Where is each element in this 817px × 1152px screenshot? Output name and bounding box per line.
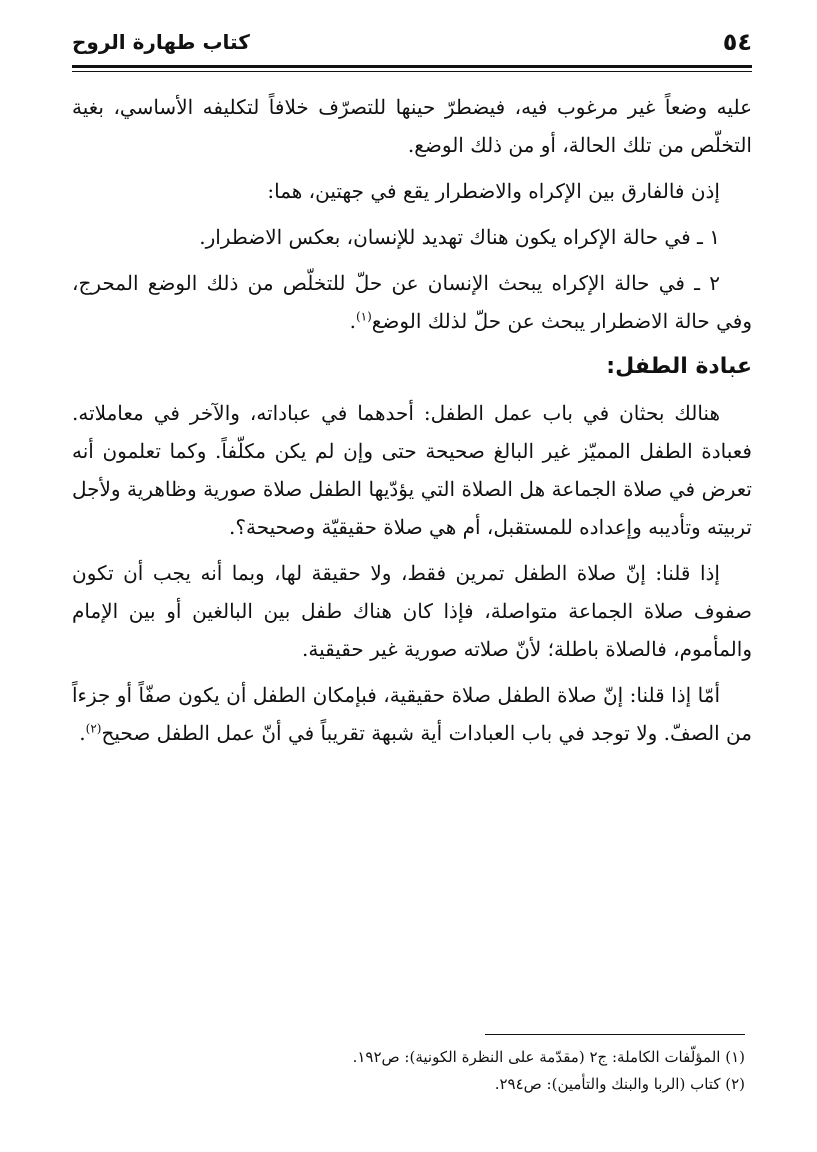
paragraph-5: هنالك بحثان في باب عمل الطفل: أحدهما في عباداته، والآخر في معاملاته. فعبادة الطفل المميّز غير البالغ صحيحة حتى وإن لم يكن مكلّفاً. وكما تعلمون أنه تعرض في صلاة الجماعة هل الصلاة التي يؤدّيها الطفل صلاة صورية وظاهرية ولأجل تربيته وتأديبه وإعداده للمستقبل، أم هي صلاة حقيقيّة وصحيحة؟.	[72, 401, 752, 539]
footnote-2: (٢) كتاب (الربا والبنك والتأمين): ص٢٩٤.	[494, 1075, 745, 1093]
list-item-2-text: ٢ ـ في حالة الإكراه يبحث الإنسان عن حلّ للتخلّص من ذلك الوضع المحرج، وفي حالة الاضطرار يبحث عن حلّ لذلك الوضع	[72, 271, 752, 333]
header-rule-thick	[72, 65, 752, 68]
main-text	[72, 88, 752, 760]
list-item-2	[72, 264, 752, 340]
section-heading: عبادة الطفل:	[606, 354, 752, 379]
footnote-ref-2: (٢)	[85, 721, 102, 736]
header-rule-thin	[72, 71, 752, 72]
footnote-rule	[485, 1034, 745, 1035]
paragraph-6: إذا قلنا: إنّ صلاة الطفل تمرين فقط، ولا حقيقة لها، وبما أنه يجب أن تكون صفوف صلاة الجماعة متواصلة، فإذا كان هناك طفل بين البالغين أو بين الإمام والمأموم، فالصلاة باطلة؛ لأنّ صلاته صورية غير حقيقية.	[72, 561, 752, 661]
list-item-1: ١ ـ في حالة الإكراه يكون هناك تهديد للإنسان، بعكس الاضطرار.	[199, 225, 720, 249]
paragraph-7	[72, 676, 752, 752]
page-header	[72, 28, 752, 68]
footnotes	[65, 1044, 745, 1098]
paragraph-1: عليه وضعاً غير مرغوب فيه، فيضطرّ حينها للتصرّف خلافاً لتكليفه الأساسي، بغية التخلّص من تلك الحالة، أو من ذلك الوضع.	[72, 95, 752, 157]
running-title: كتاب طهارة الروح	[72, 30, 250, 54]
list-item-2-end: .	[349, 309, 356, 333]
footnote-ref-1: (١)	[355, 309, 372, 324]
paragraph-7-text: أمّا إذا قلنا: إنّ صلاة الطفل صلاة حقيقية، فبإمكان الطفل أن يكون صفّاً أو جزءاً من الصفّ. ولا توجد في باب العبادات أية شبهة تقريباً في أنّ عمل الطفل صحيح	[72, 683, 752, 745]
paragraph-2: إذن فالفارق بين الإكراه والاضطرار يقع في جهتين، هما:	[267, 179, 720, 203]
footnote-1: (١) المؤلّفات الكاملة: ج٢ (مقدّمة على النظرة الكونية): ص١٩٢.	[352, 1048, 745, 1066]
paragraph-7-end: .	[79, 721, 86, 745]
page-number: ٥٤	[722, 28, 752, 56]
